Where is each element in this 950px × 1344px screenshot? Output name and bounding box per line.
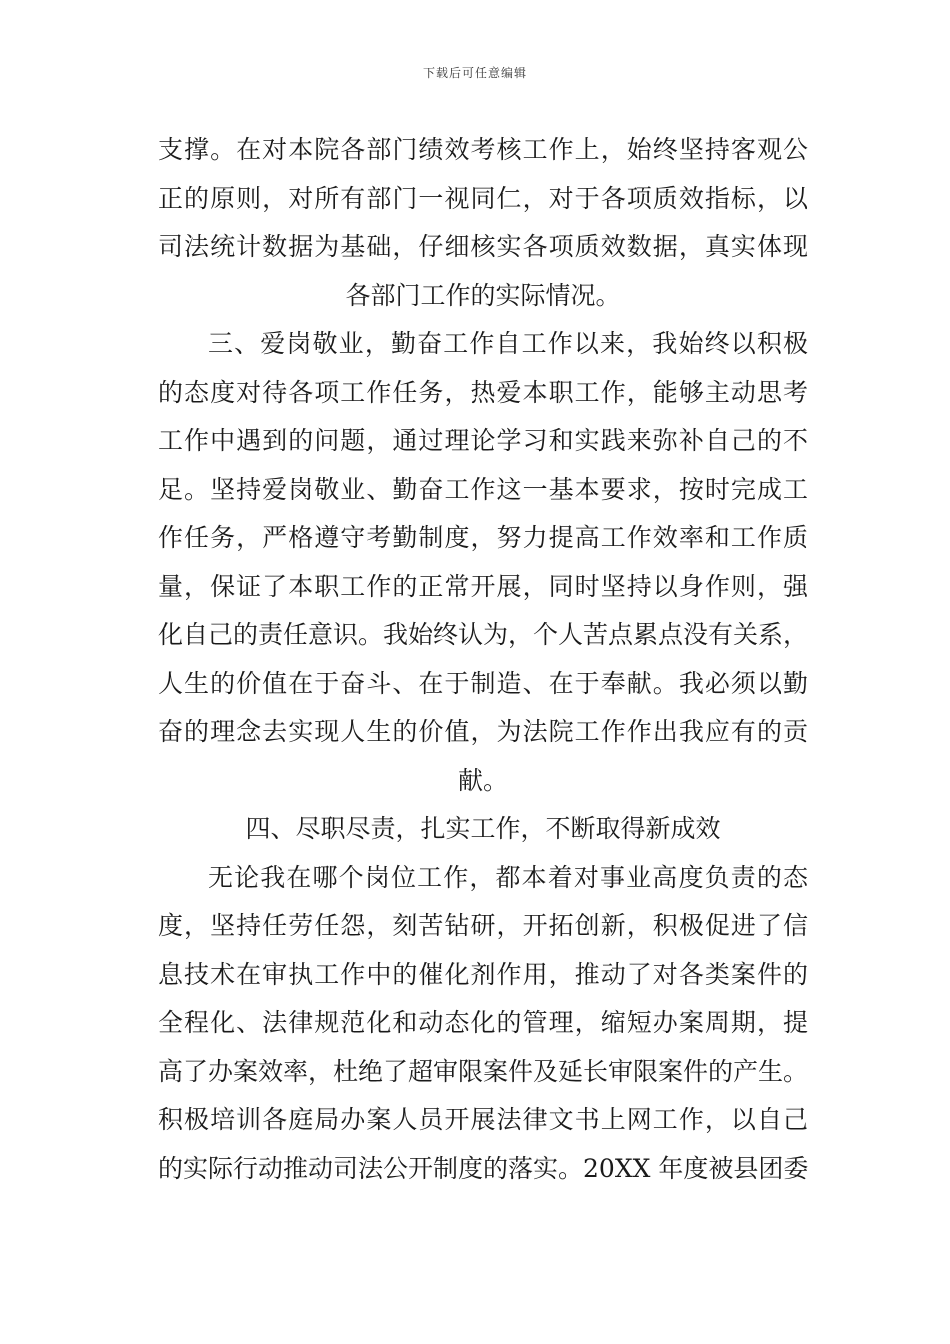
text-line: 息技术在审执工作中的催化剂作用，推动了对各类案件的	[158, 959, 808, 989]
text-line: 各部门工作的实际情况。	[345, 280, 621, 310]
text-line: 奋的理念去实现人生的价值，为法院工作作出我应有的贡	[158, 717, 808, 746]
text-line: 度，坚持任劳任怨，刻苦钻研，开拓创新，积极促进了信	[158, 911, 808, 940]
text-line: 化自己的责任意识。我始终认为，个人苦点累点没有关系，	[158, 620, 809, 649]
text-line: 三、爱岗敬业，勤奋工作自工作以来，我始终以积极	[208, 329, 808, 358]
text-line: 全程化、法律规范化和动态化的管理，缩短办案周期，提	[158, 1008, 808, 1037]
text-line: 的实际行动推动司法公开制度的落实。20XX 年度被县团委	[158, 1153, 809, 1183]
text-line: 正的原则，对所有部门一视同仁，对于各项质效指标，以	[158, 183, 808, 213]
document-body	[158, 126, 808, 1193]
section-heading: 四、尽职尽责，扎实工作，不断取得新成效	[245, 814, 721, 843]
text-line: 司法统计数据为基础，仔细核实各项质效数据，真实体现	[158, 232, 808, 261]
text-line: 支撑。在对本院各部门绩效考核工作上，始终坚持客观公	[158, 135, 808, 164]
page-header: 下载后可任意编辑	[422, 66, 527, 80]
text-line: 工作中遇到的问题，通过理论学习和实践来弥补自己的不	[158, 426, 808, 455]
text-line: 足。坚持爱岗敬业、勤奋工作这一基本要求，按时完成工	[158, 474, 808, 504]
text-line: 献。	[457, 765, 508, 795]
text-line: 的态度对待各项工作任务，热爱本职工作，能够主动思考	[158, 377, 808, 407]
text-line: 量，保证了本职工作的正常开展，同时坚持以身作则，强	[158, 571, 808, 601]
text-line: 人生的价值在于奋斗、在于制造、在于奉献。我必须以勤	[158, 668, 808, 698]
text-line: 作任务，严格遵守考勤制度，努力提高工作效率和工作质	[158, 523, 808, 552]
text-line: 积极培训各庭局办案人员开展法律文书上网工作，以自己	[158, 1105, 808, 1134]
text-line: 高了办案效率，杜绝了超审限案件及延长审限案件的产生。	[158, 1056, 809, 1086]
text-line: 无论我在哪个岗位工作，都本着对事业高度负责的态	[208, 862, 808, 892]
